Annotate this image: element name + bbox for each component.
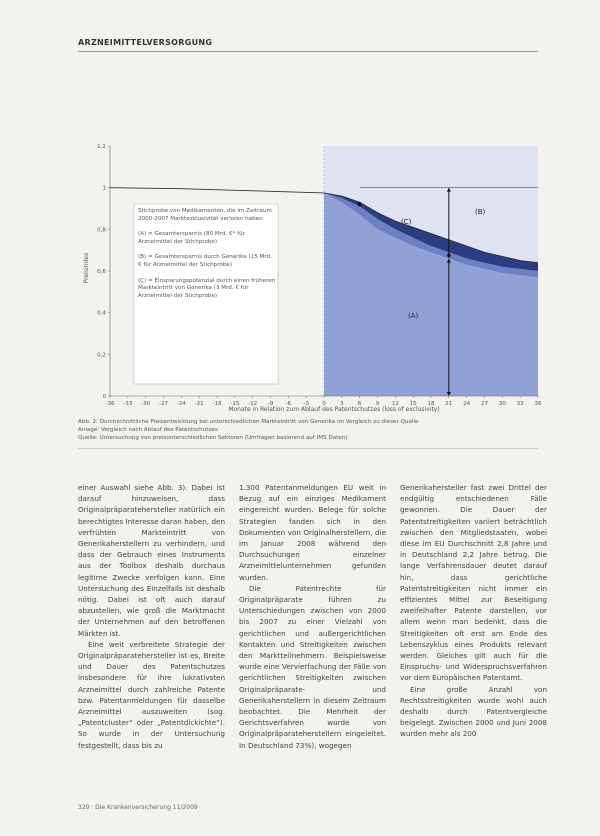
annotation-box-title: Stichprobe von Medikamenten, die im Zeitraum 2000-2007 Marktexklusivität verloren haben xyxy=(138,208,272,222)
x-tick-label: -30 xyxy=(141,401,151,407)
x-tick-label: 12 xyxy=(391,401,399,407)
section-header: ARZNEIMITTELVERSORGUNG xyxy=(78,38,213,47)
paragraph: einer Auswahl siehe Abb. 3). Dabei ist darauf hinzuweisen, dass Originalpräparatehersteller natürlich ein berechtigtes Interesse daran haben, den verfrühten Markteintritt von Generikaherstellern zu verhindern, und dass der Gebrauch eines Instruments aus der Toolbox deshalb durchaus legitime Zwecke verfolgen kann. Eine Untersuchung des Einzelfalls ist deshalb nötig. Dabei ist oft auch darauf abzustellen, wie groß die Marktmacht der Unternehmen auf den betroffenen Märkten ist. xyxy=(78,483,225,638)
x-tick-label: 6 xyxy=(357,401,362,407)
x-tick-label: 3 xyxy=(340,401,344,407)
x-tick-label: 9 xyxy=(375,401,380,407)
x-tick-label: 36 xyxy=(534,401,542,407)
paragraph: Eine weit verbreitete Strategie der Originalpräparatehersteller ist es, Breite und Dauer des Patentschutzes insbesondere für ihre lukrativsten Arzneimittel durch zahlreiche Patente bzw. Patentanmeldungen für dasselbe Arzneimittel auszuweiten (sog. „Patentcluster“ oder „Patentdickichte“). So wurde in der Untersuchung festgestellt, dass bis zu xyxy=(78,639,225,750)
label-c: (C) xyxy=(401,218,412,226)
label-b: (B) xyxy=(475,208,486,216)
x-tick-label: 27 xyxy=(480,401,489,407)
paragraph: Eine große Anzahl von Rechtsstreitigkeiten wurde wohl auch deshalb durch Patentvergleiche beigelegt. Zwischen 2000 und Juni 2008 wurden mehr als 200 xyxy=(400,684,547,739)
y-tick-label: 0,2 xyxy=(97,352,106,359)
y-tick-label: 1,2 xyxy=(97,144,106,150)
caption-line: Anlage: Vergleich nach Ablauf des Patentschutzes xyxy=(78,427,218,433)
x-tick-label: -12 xyxy=(248,401,258,407)
figure-caption xyxy=(78,418,548,442)
x-tick-label: -6 xyxy=(285,401,292,407)
x-tick-label: -24 xyxy=(176,401,186,407)
paragraph: Generikahersteller fast zwei Drittel der endgültig entschiedenen Fälle gewonnen. Die Dauer der Patentstreitigkeiten variiert beträchtlich zwischen den Mitgliedstaaten, wobei diese im EU Durchschnitt 2,8 Jahre und in Deutschland 2,2 Jahre betrug. Die lange Verfahrensdauer deutet darauf hin, dass gerichtliche Patentstreitigkeiten nicht immer ein effizientes Mittel zur Beseitigung zweifelhafter Patente darstellen, vor allem wenn man bedenkt, dass die Streitigkeiten oft erst am Ende des Lebenszyklus eines Produkts relevant werden. Gleiches gilt auch für die Einspruchs- und Widerspruchsverfahren vor dem Europäischen Patentamt. xyxy=(400,483,547,683)
x-tick-label: -18 xyxy=(212,401,222,407)
x-tick-label: 24 xyxy=(463,401,471,407)
x-tick-label: -9 xyxy=(267,401,274,407)
caption-line: Abb. 2: Durchschnittliche Preisentwicklung bei unterschiedlichen Markteintritt von Generika im Vergleich zu dieser Quelle xyxy=(78,419,419,425)
caption-rule xyxy=(78,448,538,449)
label-a: (A) xyxy=(408,312,419,320)
text-column-2 xyxy=(239,482,386,751)
x-axis-label: Monate in Relation zum Ablauf des Patentschutzes (loss of exclusivity) xyxy=(228,406,440,413)
header-rule xyxy=(78,51,538,52)
legend-a-text: (A) = Gesamtersparnis (80 Mrd. €* für Arzneimittel der Stichprobe) xyxy=(138,231,245,245)
x-tick-label: 21 xyxy=(445,401,453,407)
paragraph: 1.300 Patentanmeldungen EU weit in Bezug auf ein einziges Medikament eingereicht wurden. Belege für solche Strategien fanden sich in den Dokumenten von Originalherstellern, die im Januar 2008 während den Durchsuchungen einzelner Arzneimittelunternehmen gefunden wurden. xyxy=(239,483,386,582)
x-tick-label: 15 xyxy=(409,401,417,407)
x-tick-label: 0 xyxy=(322,401,326,407)
price-index-chart xyxy=(78,128,548,413)
legend-b-text: (B) = Gesamtersparnis durch Generika (15 Mrd. € für Arzneimittel der Stichprobe) xyxy=(138,254,272,268)
page-footer: 320 · Die Krankenversicherung 11/2009 xyxy=(78,804,198,811)
x-tick-label: 33 xyxy=(516,401,524,407)
y-tick-label: 0 xyxy=(102,394,106,400)
x-tick-label: -27 xyxy=(158,401,169,407)
y-tick-label: 0,4 xyxy=(97,310,106,317)
x-tick-label: -3 xyxy=(303,401,309,407)
x-tick-label: -33 xyxy=(123,401,133,407)
x-tick-label: -15 xyxy=(230,401,240,407)
x-tick-label: 30 xyxy=(498,401,506,407)
text-column-3 xyxy=(400,482,547,751)
x-tick-label: -36 xyxy=(105,401,115,407)
y-tick-label: 0,6 xyxy=(97,269,106,275)
y-axis-label: Preisindex xyxy=(83,252,90,284)
text-column-1 xyxy=(78,482,225,751)
x-tick-label: -21 xyxy=(194,401,204,407)
legend-c-text: (C) = Einsparungspotenzial durch einen früheren Markteintritt von Generika (3 Mrd. € für Arzneimittel der Stichprobe) xyxy=(138,277,276,299)
caption-line: Quelle: Untersuchung von preisunterschiedlichen Sektoren (Umfragen basierend auf IMS Daten) xyxy=(78,435,348,441)
paragraph: Die Patentrechte für Originalpräparate führen zu Unterschiedungen zwischen von 2000 bis 2007 zu einer Vielzahl von gerichtlichen und außergerichtlichen Kontakten und Streitigkeiten zwischen den Marktteilnehmern. Beispielsweise wurde eine Vervierfachung der Fälle von gerichtlichen Streitigkeiten zwischen Originalpräparate- und Generikaherstellern in diesem Zeitraum beobachtet. Die Mehrheit der Gerichtsverfahren wurde von Originalpräparateherstellern eingeleitet. In Deutschland 73%), wogegen xyxy=(239,583,386,750)
x-tick-label: 18 xyxy=(427,401,435,407)
y-tick-label: 0,8 xyxy=(97,227,106,234)
y-tick-label: 1 xyxy=(102,185,106,192)
body-text xyxy=(78,482,548,751)
